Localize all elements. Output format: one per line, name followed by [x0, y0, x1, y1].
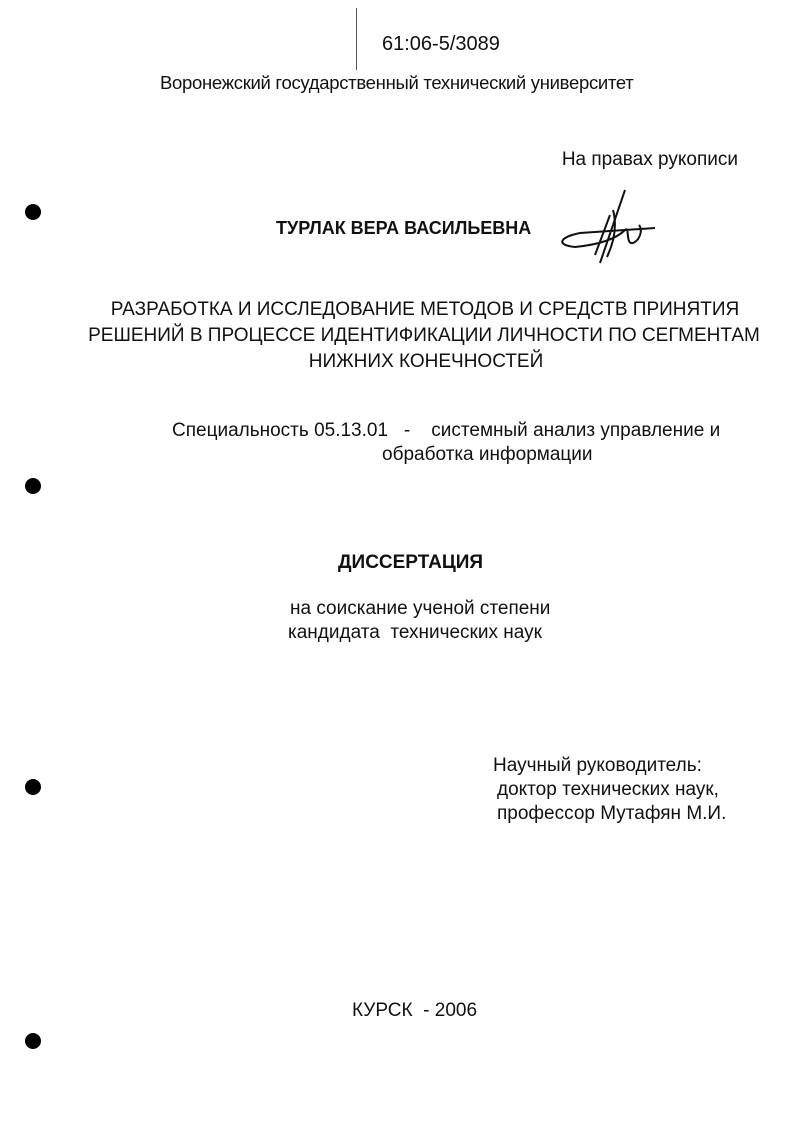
punch-hole-dot — [25, 1033, 41, 1049]
specialty-line-1: Специальность 05.13.01 - системный анализ управление и — [172, 420, 721, 441]
punch-hole-dot — [25, 204, 41, 220]
scan-artifact-line — [356, 8, 357, 70]
title-line-2: РЕШЕНИЙ В ПРОЦЕССЕ ИДЕНТИФИКАЦИИ ЛИЧНОСТИ ПО СЕГМЕНТАМ — [88, 325, 760, 346]
supervisor-label: Научный руководитель: — [493, 755, 702, 776]
degree-line-1: на соискание ученой степени — [290, 598, 551, 619]
supervisor-degree: доктор технических наук, — [497, 779, 719, 800]
catalog-number: 61:06-5/3089 — [382, 33, 500, 55]
document-type: ДИССЕРТАЦИЯ — [338, 552, 484, 573]
author-signature — [555, 185, 675, 270]
specialty-line-2: обработка информации — [382, 444, 593, 465]
title-line-3: НИЖНИХ КОНЕЧНОСТЕЙ — [308, 351, 544, 372]
punch-hole-dot — [25, 478, 41, 494]
manuscript-rights: На правах рукописи — [561, 149, 738, 170]
supervisor-name: профессор Мутафян М.И. — [497, 803, 727, 824]
title-line-1: РАЗРАБОТКА И ИССЛЕДОВАНИЕ МЕТОДОВ И СРЕДСТВ ПРИНЯТИЯ — [110, 299, 740, 320]
university-name: Воронежский государственный технический университет — [160, 72, 634, 93]
city-year: КУРСК - 2006 — [352, 1000, 478, 1021]
author-name: ТУРЛАК ВЕРА ВАСИЛЬЕВНА — [276, 218, 532, 238]
degree-line-2: кандидата технических наук — [288, 622, 542, 643]
punch-hole-dot — [25, 779, 41, 795]
